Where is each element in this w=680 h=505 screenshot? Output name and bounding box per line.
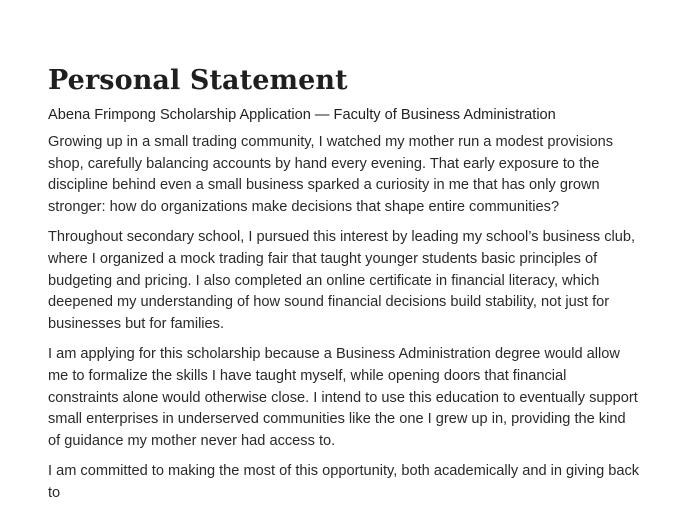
- document-page: [48, 64, 640, 505]
- document-subtitle: Abena Frimpong Scholarship Application — Faculty of Business Administration: [48, 107, 556, 123]
- paragraph-2: Throughout secondary school, I pursued this interest by leading my school’s business club, where I organized a mock trading fair that taught younger students basic principles of budgeting and pricing. I also completed an online certificate in financial literacy, which deepened my understanding of how sound financial decisions build stability, not just for businesses but for families.: [48, 229, 636, 332]
- paragraph-3: I am applying for this scholarship because a Business Administration degree would allow me to formalize the skills I have taught myself, while opening doors that financial constraints alone would otherwise close. I intend to use this education to eventually support small enterprises in underserved communities like the one I grew up in, providing the kind of guidance my mother never had access to.: [48, 346, 638, 449]
- paragraph-1: Growing up in a small trading community, I watched my mother run a modest provisions shop, carefully balancing accounts by hand every evening. That early exposure to the discipline behind even a small business sparked a curiosity in me that has only grown stronger: how do organizations make decisions that shape entire communities?: [48, 134, 614, 215]
- paragraph-4: I am committed to making the most of this opportunity, both academically and in giving back to: [48, 463, 640, 501]
- page-title: Personal Statement: [48, 65, 348, 96]
